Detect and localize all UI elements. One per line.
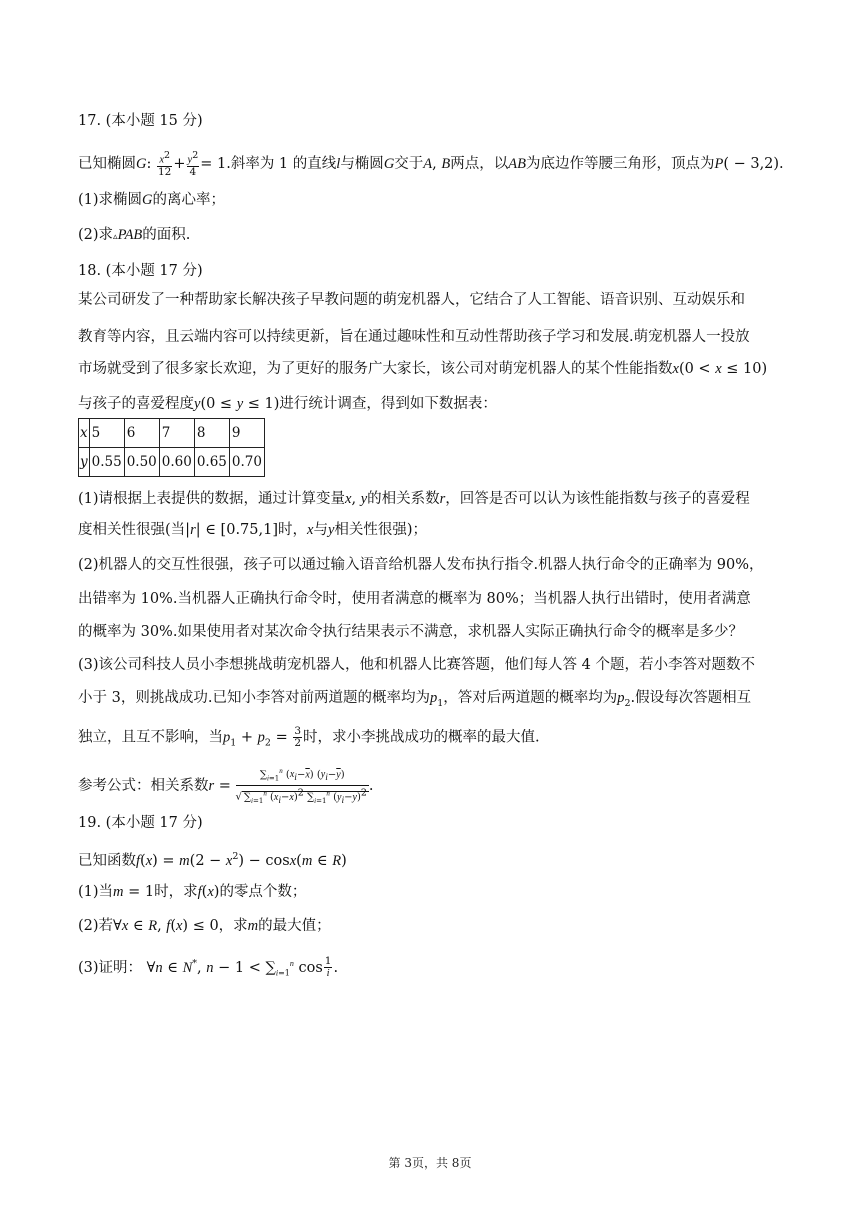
q18-reference-formula: 参考公式：相关系数r = $\frac{\sum_{i=1}^n (x_i-\overline{x}) (y_i-\overline{y})}{√ \sum_{i=1}^n (x_i-\overline{x})^2 \sum_{i=1}^n (y_i-\overline{y})^2}$ . [78, 767, 374, 806]
table-header-y: y [79, 448, 90, 477]
q19-part2: (2)若∀x ∈ R, f(x) ≤ 0，求m的最大值； [78, 918, 331, 934]
q18-header: 18. (本小题 17 分) [78, 263, 203, 279]
q18-para-line: 市场就受到了很多家长欢迎，为了更好的服务广大家长，该公司对萌宠机器人的某个性能指数x(0 < x ≤ 10) [78, 361, 768, 377]
q19-stem: 已知函数$f(x) = m(2 - x^2) - \cos x(m$ ∈ R) [78, 851, 347, 869]
q18-part2-cont: 出错率为 10%.当机器人正确执行命令时，使用者满意的概率为 80%；当机器人执行出错时，使用者满意 [78, 591, 751, 607]
q18-para-line: 与孩子的喜爱程度y(0 ≤ y ≤ 1)进行统计调查，得到如下数据表： [78, 396, 497, 412]
page-footer: 第 3页，共 8页 [388, 1156, 472, 1170]
q18-part1: (1)请根据上表提供的数据，通过计算变量x, y的相关系数r，回答是否可以认为该性能指数与孩子的喜爱程 [78, 491, 750, 507]
data-table [78, 418, 265, 477]
q18-part3-cont: 小于 3，则挑战成功.已知小李答对前两道题的概率均为$p_1$，答对后两道题的概率均为$p_2$.假设每次答题相互 [78, 690, 752, 709]
table-cell: 9 [229, 419, 264, 448]
table-cell: 5 [89, 419, 124, 448]
table-cell: 0.65 [194, 448, 229, 477]
table-cell: 0.55 [89, 448, 124, 477]
q18-part1-cont: 度相关性很强(当|r| ∈ [0.75,1]时，x与y相关性很强)； [78, 522, 428, 538]
q19-part1: (1)当m = 1时，求f(x)的零点个数； [78, 884, 307, 900]
q19-header: 19. (本小题 17 分) [78, 815, 203, 831]
table-cell: 0.70 [229, 448, 264, 477]
q18-part3-cont: 独立，且互不影响，当$p_1 + p_2$ = $\frac{3}{2}$ 时，求小李挑战成功的概率的最大值. [78, 725, 540, 749]
table-cell: 8 [194, 419, 229, 448]
table-cell: 7 [159, 419, 194, 448]
q18-para-line: 教育等内容，且云端内容可以持续更新，旨在通过趣味性和互动性帮助孩子学习和发展.萌宠机器人一投放 [78, 329, 750, 345]
table-row [79, 448, 265, 477]
table-cell: 0.50 [124, 448, 159, 477]
table-cell: 0.60 [159, 448, 194, 477]
q18-part2: (2)机器人的交互性很强，孩子可以通过输入语音给机器人发布执行指令.机器人执行命令的正确率为 90%， [78, 557, 764, 573]
q17-part2: (2)求▵PAB的面积. [78, 227, 191, 243]
table-header-x: x [79, 419, 90, 448]
q18-part2-cont: 的概率为 30%.如果使用者对某次命令执行结果表示不满意，求机器人实际正确执行命令的概率是多少？ [78, 624, 743, 640]
q18-part3: (3)该公司科技人员小李想挑战萌宠机器人，他和机器人比赛答题，他们每人答 4 个题，若小李答对题数不 [78, 657, 755, 673]
q19-part3: (3)证明： ∀n ∈ N*, $n - 1 < \sum_{i=1}^n$ cos $\frac{1}{i}$ . [78, 955, 339, 980]
q17-stem: 已知椭圆G: $\frac{x^2}{12}$ + $\frac{y^2}{4}$ = 1.斜率为 1 的直线l与椭圆G交于A, B两点，以AB为底边作等腰三角形，顶点为P( − 3,2). [78, 150, 784, 178]
q18-para-line: 某公司研发了一种帮助家长解决孩子早教问题的萌宠机器人，它结合了人工智能、语音识别、互动娱乐和 [78, 292, 745, 308]
table-cell: 6 [124, 419, 159, 448]
q17-header: 17. (本小题 15 分) [78, 113, 203, 129]
table-row [79, 419, 265, 448]
q17-part1: (1)求椭圆G的离心率； [78, 192, 226, 208]
